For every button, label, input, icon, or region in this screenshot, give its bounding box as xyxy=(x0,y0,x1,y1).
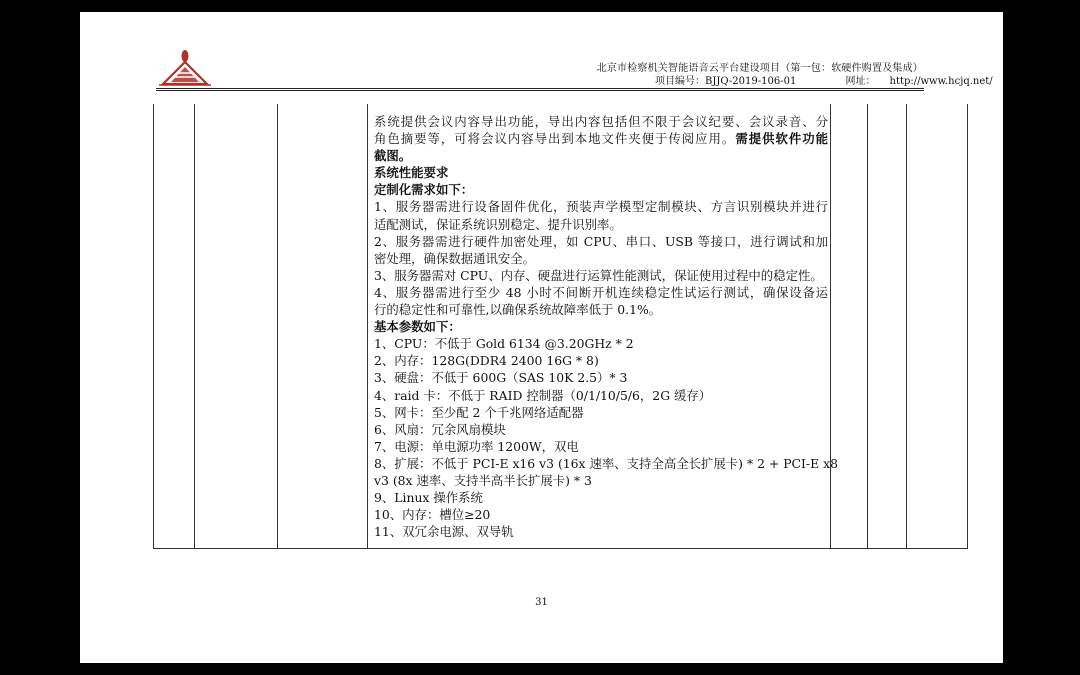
list-item: 9、Linux 操作系统 xyxy=(374,490,483,506)
list-item: 4、raid 卡：不低于 RAID 控制器（0/1/10/5/6，2G 缓存） xyxy=(374,387,712,403)
list-item: 3、硬盘：不低于 600G（SAS 10K 2.5）* 3 xyxy=(374,370,628,386)
list-item: 6、风扇：冗余风扇模块 xyxy=(374,421,506,437)
list-item: 适配测试，保证系统识别稳定、提升识别率。 xyxy=(374,216,622,232)
project-info xyxy=(655,72,993,87)
page-number: 31 xyxy=(535,597,548,608)
website-label: 网址： xyxy=(845,76,876,87)
header-rule-thin xyxy=(156,90,924,91)
table-col-divider xyxy=(830,104,831,548)
list-item: 2、内存：128G(DDR4 2400 16G * 8) xyxy=(374,353,599,369)
list-item: 1、服务器需进行设备固件优化，预装声学模型定制模块、方言识别模块并进行 xyxy=(374,199,828,215)
table-col-divider xyxy=(194,104,195,548)
list-item: 4、服务器需进行至少 48 小时不间断开机连续稳定性试运行测试，确保设备运 xyxy=(374,284,828,300)
text-line: 截图。 xyxy=(374,148,412,164)
text-line: 角色摘要等，可将会议内容导出到本地文件夹便于传阅应用。需提供软件功能 xyxy=(374,131,829,147)
header-rule xyxy=(156,88,924,89)
list-item: 7、电源：单电源功率 1200W，双电 xyxy=(374,438,579,454)
section-heading: 定制化需求如下： xyxy=(374,182,474,198)
list-item: 11、双冗余电源、双导轨 xyxy=(374,524,514,540)
table-col-divider xyxy=(277,104,278,548)
list-item: v3 (8x 速率、支持半高半长扩展卡) * 3 xyxy=(374,472,592,488)
table-col-divider xyxy=(367,104,368,548)
list-item: 3、服务器需对 CPU、内存、硬盘进行运算性能测试，保证使用过程中的稳定性。 xyxy=(374,267,823,283)
project-number-label: 项目编号： xyxy=(655,76,705,87)
project-number: BJJQ-2019-106-01 xyxy=(705,76,797,87)
list-item: 5、网卡：至少配 2 个千兆网络适配器 xyxy=(374,404,584,420)
list-item: 行的稳定性和可靠性,以确保系统故障率低于 0.1%。 xyxy=(374,302,662,318)
section-heading: 基本参数如下： xyxy=(374,319,461,335)
list-item: 密处理，确保数据通讯安全。 xyxy=(374,250,536,266)
list-item: 2、服务器需进行硬件加密处理，如 CPU、串口、USB 等接口，进行调试和加 xyxy=(374,233,828,249)
table-col-divider xyxy=(867,104,868,548)
list-item: 1、CPU：不低于 Gold 6134 @3.20GHz * 2 xyxy=(374,336,634,352)
spec-table xyxy=(153,104,968,549)
text-line: 系统提供会议内容导出功能，导出内容包括但不限于会议纪要、会议录音、分 xyxy=(374,114,828,129)
list-item: 8、扩展：不低于 PCI-E x16 v3 (16x 速率、支持全高全长扩展卡) * 2 + PCI-E x8 xyxy=(374,455,838,471)
requirement-text xyxy=(374,113,838,540)
website-url: http://www.hcjq.net/ xyxy=(889,76,993,87)
bold-note: 需提供软件功能 xyxy=(735,131,829,147)
list-item: 10、内存：槽位≥20 xyxy=(374,507,491,523)
hcjq-logo xyxy=(155,47,215,87)
table-col-divider xyxy=(906,104,907,548)
document-page xyxy=(80,12,1003,663)
section-heading: 系统性能要求 xyxy=(374,165,449,181)
project-title: 北京市检察机关智能语音云平台建设项目（第一包：软硬件购置及集成） xyxy=(596,63,923,74)
